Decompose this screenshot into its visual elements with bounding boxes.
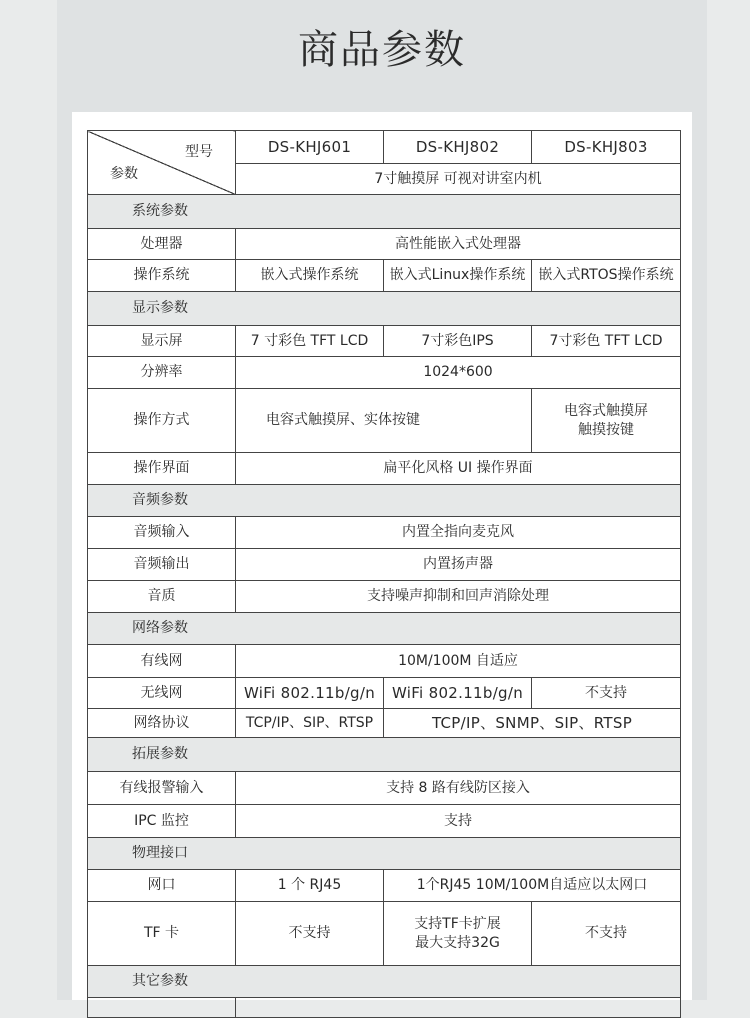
table-row [88, 517, 681, 549]
row-label: 显示屏 [88, 326, 236, 357]
section-row [88, 613, 681, 645]
row-value: TCP/IP、SIP、RTSP [236, 709, 384, 738]
section-row [88, 195, 681, 229]
row-value: 嵌入式操作系统 [236, 260, 384, 292]
row-value-line: 最大支持32G [415, 934, 500, 951]
section-row [88, 485, 681, 517]
row-value: 支持 8 路有线防区接入 [236, 772, 681, 805]
row-value: 扁平化风格 UI 操作界面 [236, 453, 681, 485]
section-network: 网络参数 [88, 613, 681, 645]
table-row [88, 870, 681, 902]
row-value [236, 998, 681, 1018]
row-value: 高性能嵌入式处理器 [236, 229, 681, 260]
row-value: 电容式触摸屏、实体按键 [236, 389, 532, 453]
table-row [88, 357, 681, 389]
row-value: 不支持 [532, 678, 681, 709]
row-value: 1024*600 [236, 357, 681, 389]
row-label: 操作系统 [88, 260, 236, 292]
row-value: 嵌入式RTOS操作系统 [532, 260, 681, 292]
row-value [532, 389, 681, 453]
table-row [88, 549, 681, 581]
table-row [88, 229, 681, 260]
model-3: DS-KHJ803 [532, 131, 681, 164]
table-row [88, 709, 681, 738]
row-label [88, 998, 236, 1018]
row-label: 处理器 [88, 229, 236, 260]
table-row [88, 645, 681, 678]
table-row [88, 453, 681, 485]
row-label: 操作方式 [88, 389, 236, 453]
row-value: 嵌入式Linux操作系统 [384, 260, 532, 292]
row-value: WiFi 802.11b/g/n [236, 678, 384, 709]
table-row [88, 902, 681, 966]
section-extension: 拓展参数 [88, 738, 681, 772]
section-row [88, 838, 681, 870]
row-value: 支持噪声抑制和回声消除处理 [236, 581, 681, 613]
row-value: 1个RJ45 10M/100M自适应以太网口 [384, 870, 681, 902]
section-row [88, 738, 681, 772]
section-audio: 音频参数 [88, 485, 681, 517]
row-value: 内置全指向麦克风 [236, 517, 681, 549]
row-label: 音频输入 [88, 517, 236, 549]
row-value: WiFi 802.11b/g/n [384, 678, 532, 709]
row-value: 7寸彩色 TFT LCD [532, 326, 681, 357]
table-row [88, 389, 681, 453]
row-value: TCP/IP、SNMP、SIP、RTSP [384, 709, 681, 738]
row-label: 分辨率 [88, 357, 236, 389]
row-value: 支持 [236, 805, 681, 838]
row-label: 音质 [88, 581, 236, 613]
section-other: 其它参数 [88, 966, 681, 998]
corner-header-cell [88, 131, 236, 195]
page-title: 商品参数 [298, 27, 466, 73]
row-label: 无线网 [88, 678, 236, 709]
table-row [88, 326, 681, 357]
section-row [88, 292, 681, 326]
row-label: TF 卡 [88, 902, 236, 966]
table-row [88, 772, 681, 805]
row-value-line: 支持TF卡扩展 [414, 915, 501, 932]
section-row [88, 966, 681, 998]
row-value: 内置扬声器 [236, 549, 681, 581]
row-label: 操作界面 [88, 453, 236, 485]
corner-param-label: 参数 [110, 166, 138, 183]
row-value [384, 902, 532, 966]
page-header [57, 0, 707, 97]
table-row [88, 581, 681, 613]
section-display: 显示参数 [88, 292, 681, 326]
section-system: 系统参数 [88, 195, 681, 229]
row-value-line: 电容式触摸屏 [564, 402, 648, 419]
table-row [88, 131, 681, 164]
row-label: 有线网 [88, 645, 236, 678]
row-value: 7 寸彩色 TFT LCD [236, 326, 384, 357]
row-value: 不支持 [532, 902, 681, 966]
row-label: IPC 监控 [88, 805, 236, 838]
row-value: 1 个 RJ45 [236, 870, 384, 902]
row-label: 网络协议 [88, 709, 236, 738]
row-value: 不支持 [236, 902, 384, 966]
model-1: DS-KHJ601 [236, 131, 384, 164]
table-row [88, 998, 681, 1018]
row-label: 音频输出 [88, 549, 236, 581]
row-label: 网口 [88, 870, 236, 902]
row-value: 10M/100M 自适应 [236, 645, 681, 678]
product-summary: 7寸触摸屏 可视对讲室内机 [236, 164, 681, 195]
spec-table [87, 130, 681, 1018]
row-value-line: 触摸按键 [578, 421, 634, 438]
table-row [88, 678, 681, 709]
row-value: 7寸彩色IPS [384, 326, 532, 357]
table-row [88, 805, 681, 838]
corner-model-label: 型号 [185, 144, 213, 160]
section-physical: 物理接口 [88, 838, 681, 870]
row-label: 有线报警输入 [88, 772, 236, 805]
model-2: DS-KHJ802 [384, 131, 532, 164]
table-row [88, 260, 681, 292]
